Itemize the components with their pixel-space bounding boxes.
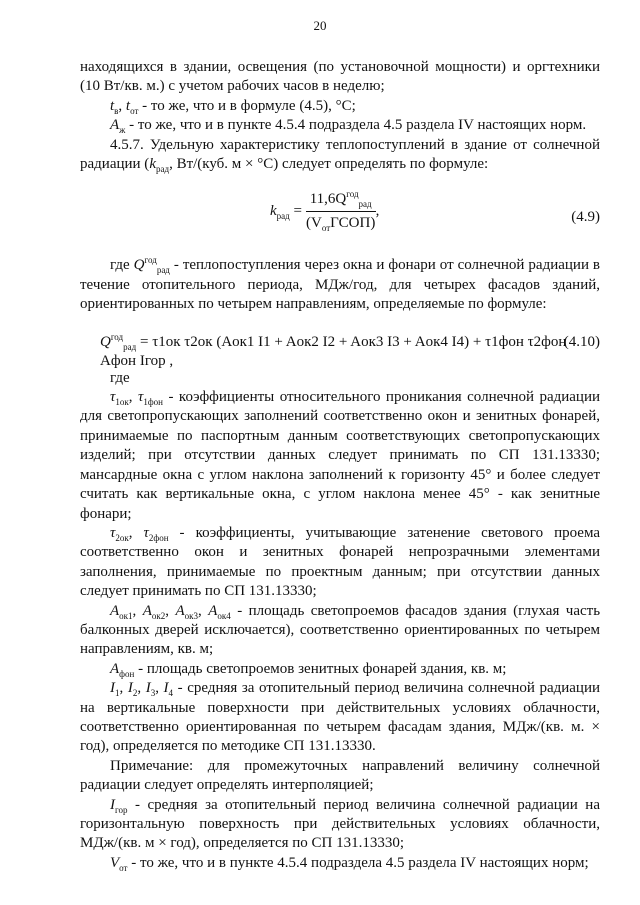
- paragraph-6: где: [110, 369, 130, 386]
- paragraph-2: $t_в$, $t_{от}$ - то же, что и в формуле (4.5), °С;: [110, 97, 356, 116]
- formula-4-9: $k_{рад}$ = $\frac{11,6Q^{год}_{рад}}{(V_{от}ГСОП)}$ , (4.9): [270, 189, 600, 233]
- paragraph-9: $A_{ок1}$, $A_{ок2}$, $A_{ок3}$, $A_{ок4}$ - площадь светопроемов фасадов здания (глухая часть балконных дверей исключается), соответственно ориентированных по четырем направлениям, кв. м;: [80, 602, 601, 658]
- equation-number-4-9: (4.9): [571, 209, 600, 226]
- paragraph-13: $I_{гор}$ - средняя за отопительный период величина солнечной радиации на горизонтальную поверхность при действительных условиях облачности, МДж/(кв. м × год), определяется по СП 131.13330;: [80, 796, 600, 852]
- formula-4-10: $Q^{год}_{рад} = \tau 1ок$ τ2ок (Aок1 I1 + Aок2 I2 + Aок3 I3 + Aок4 I4) + τ1фон τ2фон Aфон Iгор , (4.10): [100, 331, 600, 370]
- equation-number-4-10: (4.10): [563, 333, 600, 350]
- page-number: 20: [313, 18, 327, 33]
- paragraph-1: находящихся в здании, освещения (по установочной мощности) и оргтехники (10 Вт/кв. м.) с учетом рабочих часов в неделю;: [80, 59, 600, 95]
- paragraph-7: $\tau_{1ок}$, $\tau_{1фон}$ - коэффициенты относительного проникания солнечной радиации для светопропускающих заполнений соответственно окон и зенитных фонарей, принимаемые по паспортным данным соответствующих светопропускающих изделий; при отсутствии данных следует принимать по СП 131.13330; мансардные окна с углом наклона заполнений к горизонту 45° и более следует считать как вертикальные окна, с углом наклона менее 45° - как зенитные фонари;: [80, 389, 601, 522]
- paragraph-11: $I_1$, $I_2$, $I_3$, $I_4$ - средняя за отопительный период величина солнечной радиации на вертикальные поверхности при действительных условиях облачности, соответственно ориентированная по четырем фасадам здания, МДж/(кв. м. × год), определяется по методике СП 131.13330.: [80, 680, 601, 755]
- page-body: [80, 58, 600, 873]
- paragraph-5: где $Q^{год}_{рад}$ - теплопоступления через окна и фонари от солнечной радиации в течение отопительного периода, МДж/год, для четырех фасадов зданий, ориентированных по четырем направлениям, определяемые по формуле:: [80, 255, 601, 313]
- paragraph-3: $A_ж$ - то же, что и в пункте 4.5.4 подраздела 4.5 раздела IV настоящих норм.: [110, 117, 587, 136]
- paragraph-10: $A_{фон}$ - площадь светопроемов зенитных фонарей здания, кв. м;: [110, 660, 507, 679]
- paragraph-12: Примечание: для промежуточных направлений величину солнечной радиации следует определять интерполяцией;: [80, 757, 600, 794]
- paragraph-4: 4.5.7. Удельную характеристику теплопоступлений в здание от солнечной радиации ($k_{рад}$, Вт/(куб. м × °С) следует определять по формуле:: [80, 136, 600, 175]
- paragraph-8: $\tau_{2ок}$, $\tau_{2фон}$ - коэффициенты, учитывающие затенение светового проема соответственно окон и зенитных фонарей непрозрачными элементами заполнения, принимаемые по проектным данным; при отсутствии данных следует принимать по СП 131.13330;: [80, 524, 600, 600]
- paragraph-14: $V_{от}$ - то же, что и в пункте 4.5.4 подраздела 4.5 раздела IV настоящих норм;: [110, 854, 589, 873]
